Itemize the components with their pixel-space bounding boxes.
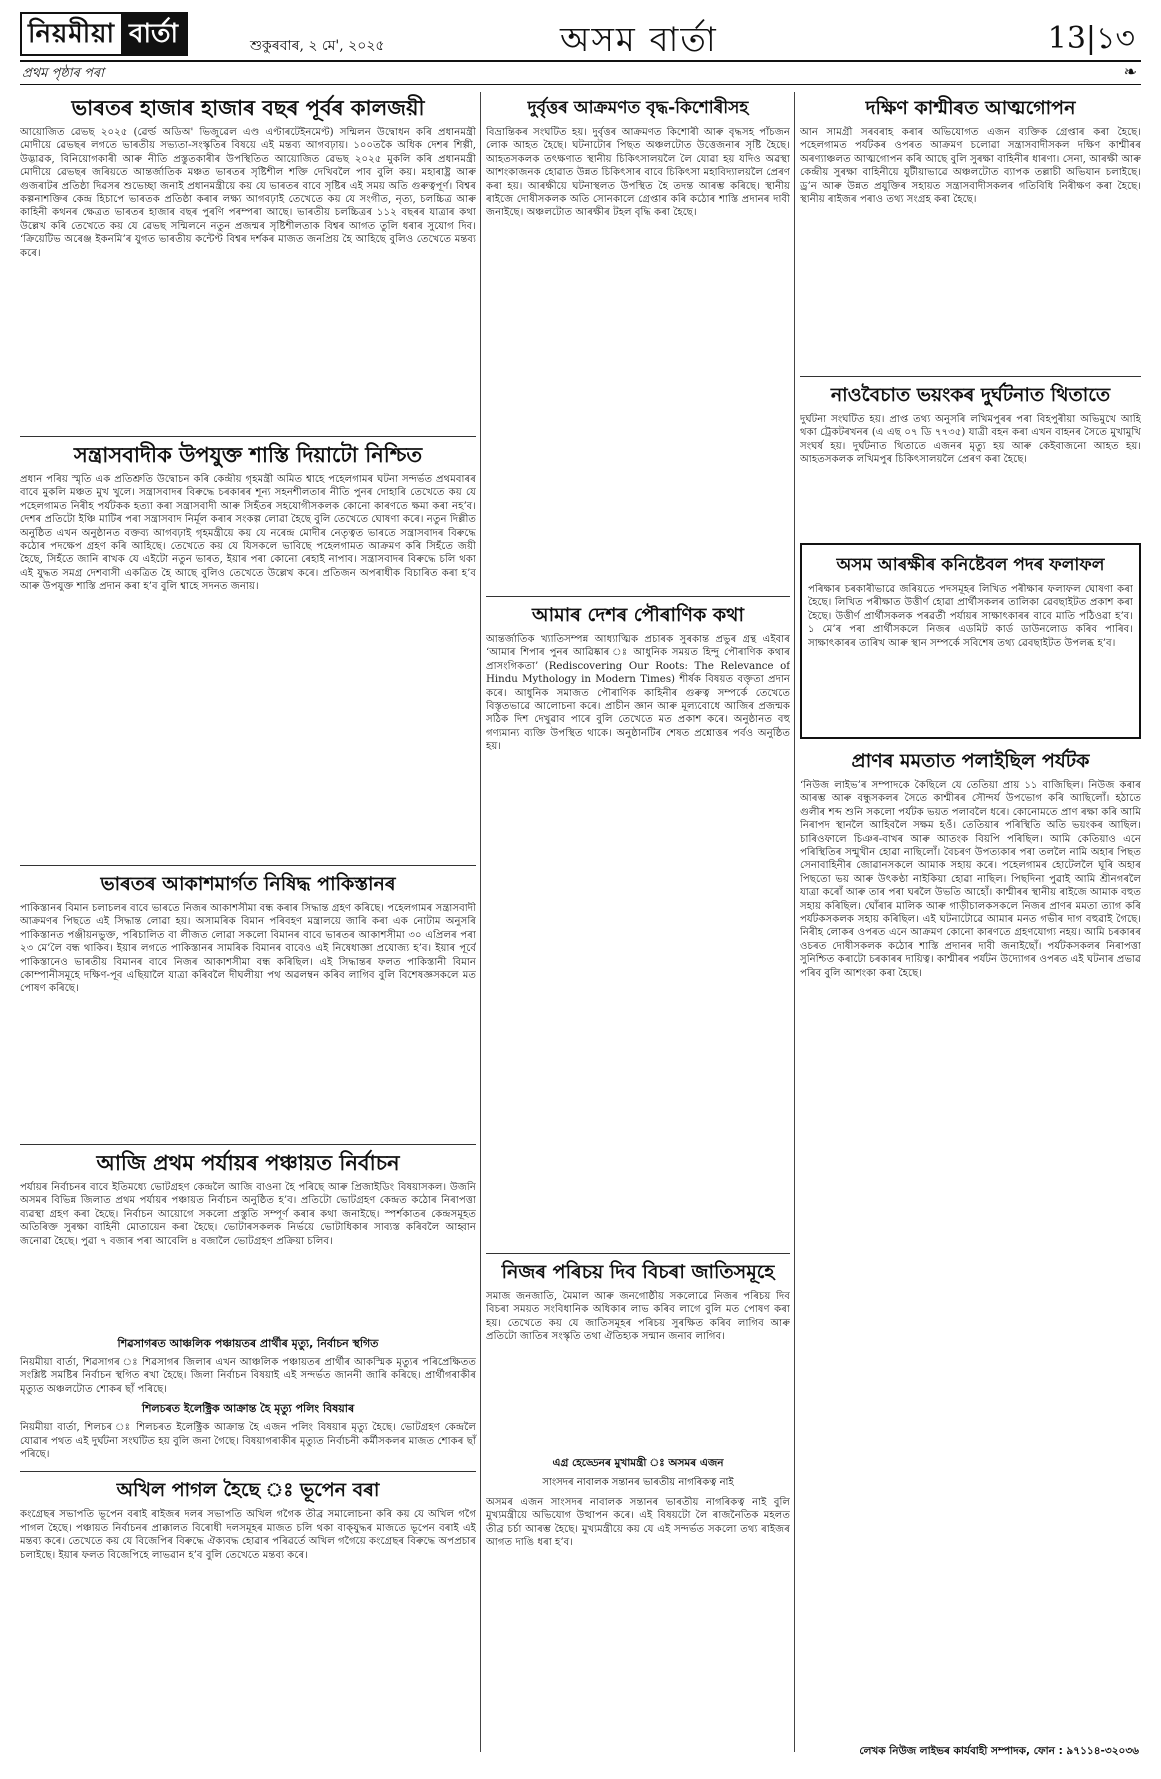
page-number: 13|১৩ — [1047, 21, 1135, 56]
article-headline: আজি প্ৰথম পৰ্যায়ৰ পঞ্চায়ত নিৰ্বাচন — [96, 1151, 400, 1175]
article-headline: প্ৰাণৰ মমতাত পলাইছিল পৰ্যটক — [851, 750, 1090, 772]
article-body: আন্তৰ্জাতিক খ্যাতিসম্পন্ন আধ্যাত্মিক প্ৰচাৰক সুৰকান্ত প্ৰভুৰ গ্ৰন্থ এইবাৰ ‘আমাৰ শিপাৰ পুনৰ আৱিষ্কাৰ ঃ আধুনিক সময়ত হিন্দু পৌৰাণিক কথাৰ প্ৰাসংগিকতা’ (Rediscovering Our Roots: The Relevance of Hindu Mythology in Modern Times) শীৰ্ষক বিষয়ত বক্তৃতা প্ৰদান কৰে। আধুনিক সমাজত পৌৰাণিক কাহিনীৰ গুৰুত্ব সম্পৰ্কে তেখেতে বিস্তৃতভাৱে আলোচনা কৰে। প্ৰাচীন জ্ঞান আৰু মূল্যবোধে আজিৰ প্ৰজন্মক সঠিক দিশ দেখুৱাব পাৰে বুলি তেখেতে মত প্ৰকাশ কৰে। অনুষ্ঠানত বহু গণ্যমান্য ব্যক্তি উপস্থিত থাকে। অনুষ্ঠানটিৰ শেষত প্ৰশ্নোত্তৰ পৰ্বও অনুষ্ঠিত হয়। — [486, 634, 790, 753]
sub-article-body: নিয়মীয়া বাৰ্তা, শিলচৰ ঃ শিলচৰত ইলেক্ট্ৰিক আক্ৰান্ত হৈ এজন পলিং বিষয়াৰ মৃত্যু হৈছে। ভোটগ্ৰহণ কেন্দ্ৰলৈ যোৱাৰ পথত এই দুৰ্ঘটনা সংঘটিত হয় বুলি জনা গৈছে। বিষয়াগৰাকীৰ মৃত্যুত নিৰ্বাচনী কৰ্মীসকলৰ মাজত শোকৰ ছাঁ পৰিছে। — [20, 1422, 476, 1461]
column-left — [20, 92, 476, 1638]
article-headline: দক্ষিণ কাশ্মীৰত আত্মগোপন — [865, 97, 1076, 119]
article-body: অসমৰ এজন সাংসদৰ নাবালক সন্তানৰ ভাৰতীয় নাগৰিকত্ব নাই বুলি মুখ্যমন্ত্ৰীয়ে অভিযোগ উত্থাপন কৰে। এই বিষয়টো লৈ ৰাজনৈতিক মহলত তীব্ৰ চৰ্চা আৰম্ভ হৈছে। মুখ্যমন্ত্ৰীয়ে কয় যে এই সন্দৰ্ভত সকলো তথ্য ৰাইজৰ আগত দাঙি ধৰা হ’ব। — [486, 1497, 790, 1549]
header-rule — [20, 60, 1141, 62]
divider — [20, 436, 476, 437]
article-body: আয়োজিত ৱেভছ ২০২৫ (ৱেৰ্ল্ড অডিঅ' ভিজুৱেল এণ্ড এণ্টাৰটেইনমেণ্ট) সন্মিলন উদ্বোধন কৰি প্ৰধানমন্ত্ৰী মোদীয়ে ৱেভছৰ লগতে ভাৰতীয় সভ্যতা-সংস্কৃতিৰ বিষয়ে এই মন্তব্য আগবঢ়ায়। ১০০তকৈ অধিক দেশৰ শিল্পী, উদ্ভাৱক, বিনিয়োগকাৰী আৰু নীতি প্ৰস্তুতকাৰীৰ উপস্থিতিত আয়োজিত ৱেভছ ২০২৫ মুকলি কৰি প্ৰধানমন্ত্ৰী মোদীয়ে ৱেভছৰ জৰিয়তে আন্তৰ্জাতিক মঞ্চত ভাৰতৰ সৃষ্টিশীল শক্তি দেখিবলৈ পাব বুলি কয়। মহাৰাষ্ট্ৰ আৰু গুজৰাটৰ প্ৰতিষ্ঠা দিৱসৰ শুভেচ্ছা জনাই প্ৰধানমন্ত্ৰীয়ে কয় যে ভাৰতৰ বাবে সৃষ্টিৰ এই সময় অতি গুৰুত্বপূৰ্ণ। বিশ্বৰ কল্পনাশক্তিৰ কেন্দ্ৰ হিচাপে ভাৰতক প্ৰতিষ্ঠা কৰাৰ লক্ষ্য আগবঢ়াই তেখেতে কয় যে সংগীত, নৃত্য, চলচ্চিত্ৰ আৰু কাহিনী কথনৰ ক্ষেত্ৰত ভাৰতৰ হাজাৰ বছৰ পুৰণি পৰম্পৰা আছে। ভাৰতীয় চলচ্চিত্ৰৰ ১১২ বছৰৰ যাত্ৰাৰ কথা উল্লেখ কৰি তেখেতে কয় যে ৱেভছ সন্মিলনে নতুন প্ৰজন্মৰ সৃষ্টিশীলতাক বিশ্বৰ আগত তুলি ধৰাৰ সুযোগ দিব। ‘ক্ৰিয়েটিভ অৰেঞ্জ ইকনমি’ৰ যুগত ভাৰতীয় কন্টেণ্ট বিশ্বৰ দৰ্শকৰ মাজত জনপ্ৰিয় হৈ আহিছে বুলিও তেখেতে মন্তব্য কৰে। — [20, 127, 476, 259]
sub-headline: শিৱসাগৰত আঞ্চলিক পঞ্চায়তৰ প্ৰাৰ্থীৰ মৃত্যু, নিৰ্বাচন স্থগিত — [117, 1337, 379, 1350]
divider — [800, 376, 1141, 377]
byline-sub: সাংসদৰ নাবালক সন্তানৰ ভাৰতীয় নাগৰিকত্ব নাই — [542, 1477, 734, 1488]
article — [20, 872, 476, 1134]
column-right — [800, 92, 1141, 1669]
divider — [20, 1471, 476, 1472]
byline: এগ্ৰ হেড্ডেনৰ মুখামন্ত্ৰী ঃ অসমৰ এজন — [552, 1457, 724, 1469]
issue-date: শুকুৰবাৰ, ২ মে', ২০২৫ — [250, 38, 385, 54]
logo-part2: বাৰ্তা — [121, 14, 186, 54]
article-body: সমাজ জনজাতি, মৈমাল আৰু জনগোষ্ঠীয় সকলোৱে নিজৰ পৰিচয় দিব বিচৰা সময়ত সংবিধানিক অধিকাৰ লাভ কৰিব লাগে বুলি মত পোষণ কৰা হয়। তেখেতে কয় যে জাতিসমূহৰ পৰিচয় সুৰক্ষিত কৰিব লাগিব আৰু প্ৰতিটো জাতিৰ সংস্কৃতি তথা ঐতিহ্যক সন্মান জনাব লাগিব। — [486, 1291, 790, 1343]
article — [800, 383, 1141, 533]
article-body: পাকিস্তানৰ বিমান চলাচলৰ বাবে ভাৰতে নিজৰ আকাশসীমা বন্ধ কৰাৰ সিদ্ধান্ত গ্ৰহণ কৰিছে। পহেলগামৰ সন্ত্ৰাসবাদী আক্ৰমণৰ পিছতে এই সিদ্ধান্ত লোৱা হয়। অসামৰিক বিমান পৰিবহণ মন্ত্ৰালয়ে জাৰি কৰা এক নোটাম অনুসৰি পাকিস্তানত পঞ্জীয়নভুক্ত, পৰিচালিত বা লীজত লোৱা সকলো বিমানৰ বাবে ভাৰতৰ আকাশসীমা ৩০ এপ্ৰিলৰ পৰা ২৩ মে’লৈ বন্ধ থাকিব। ইয়াৰ লগতে পাকিস্তানৰ সামৰিক বিমানৰ বাবেও এই নিষেধাজ্ঞা প্ৰযোজ্য হ’ব। ইয়াৰ পূৰ্বে পাকিস্তানেও ভাৰতীয় বিমানৰ বাবে নিজৰ আকাশসীমা বন্ধ কৰিছিল। এই সিদ্ধান্তৰ ফলত পাকিস্তানী বিমান কোম্পানীসমূহে দক্ষিণ-পূব এছিয়ালৈ যাত্ৰা কৰিবলৈ দীঘলীয়া পথ অৱলম্বন কৰিব লাগিব বুলি বিশেষজ্ঞসকলে মত পোষণ কৰিছে। — [20, 903, 476, 995]
article — [20, 1478, 476, 1628]
article-headline: অখিল পাগল হৈছে ঃ ভূপেন বৰা — [116, 1479, 380, 1502]
article-headline: অসম আৰক্ষীৰ কনিষ্টেবল পদৰ ফলাফল — [836, 555, 1105, 575]
divider — [486, 1253, 790, 1254]
article-headline: নাওবৈচাত ভয়ংকৰ দুৰ্ঘটনাত থিতাতে — [830, 384, 1111, 406]
article — [20, 96, 476, 426]
article-body: প্ৰধান পৰিয় স্মৃতি এক প্ৰতিশ্ৰুতি উদ্বোচন কৰি কেন্দ্ৰীয় গৃহমন্ত্ৰী অমিত শ্বাহে পহেলগামৰ ঘটনা সন্দৰ্ভত প্ৰথমবাৰৰ বাবে মুকলি মঞ্চত মুখ খুলে। সন্ত্ৰাসবাদৰ বিৰুদ্ধে চৰকাৰৰ শূন্য সহনশীলতাৰ নীতি পুনৰ দোহাৰি তেখেতে কয় যে পহেলগামত নিৰীহ পৰ্যটকক হত্যা কৰা সন্ত্ৰাসবাদী আৰু সিহঁতৰ সহযোগীসকলক কোনো কাৰণতে ক্ষমা কৰা নহ’ব। দেশৰ প্ৰতিটো ইঞ্চি মাটিৰ পৰা সন্ত্ৰাসবাদ নিৰ্মূল কৰাৰ সংকল্প লোৱা হৈছে বুলি তেখেতে ঘোষণা কৰে। নতুন দিল্লীত অনুষ্ঠিত এখন অনুষ্ঠানত বক্তব্য আগবঢ়াই গৃহমন্ত্ৰীয়ে কয় যে নৰেন্দ্ৰ মোদীৰ নেতৃত্বত ভাৰতে সন্ত্ৰাসবাদৰ বিৰুদ্ধে কঠোৰ পদক্ষেপ গ্ৰহণ কৰি আহিছে। তেখেতে কয় যে যিসকলে ভাবিছে পহেলগামত আক্ৰমণ কৰি সিহঁতে জয়ী হৈছে, সিহঁতে জানি ৰাখক যে এইটো নতুন ভাৰত, ইয়াৰ পৰা কোনো ৰেহাই নাপাব। সন্ত্ৰাসবাদৰ বিৰুদ্ধে চলি থকা এই যুদ্ধত সমগ্ৰ দেশবাসী একত্ৰিত হৈ আছে বুলিও তেখেতে উল্লেখ কৰে। প্ৰতিজন অপৰাধীক বিচাৰিত কৰা হ’ব আৰু উপযুক্ত শাস্তি প্ৰদান কৰা হ’ব বুলি শ্বাহে সদনত জনায়। — [20, 474, 476, 593]
article — [800, 96, 1141, 366]
author-credit: লেখক নিউজ লাইভৰ কাৰ্যবাহী সম্পাদক, ফোন : ৯৭১১৪-৩২০৩৬ — [859, 1745, 1139, 1757]
article — [800, 749, 1141, 1659]
masthead — [20, 8, 1141, 68]
column-middle — [486, 92, 790, 1596]
article-body: পৰিক্ষাৰ চৰকাৰীভাৱে জৰিয়তে পদসমূহৰ লিখিত পৰীক্ষাৰ ফলাফল ঘোষণা কৰা হৈছে। লিখিত পৰীক্ষাত উত্তীৰ্ণ হোৱা প্ৰাৰ্থীসকলৰ তালিকা ৱেবছাইটত প্ৰকাশ কৰা হৈছে। উত্তীৰ্ণ প্ৰাৰ্থীসকলক পৰৱৰ্তী পৰ্যায়ৰ সাক্ষাৎকাৰৰ বাবে মাতি পঠিওৱা হ’ব। ১ মে’ৰ পৰা প্ৰাৰ্থীসকলে নিজৰ এডমিট কাৰ্ড ডাউনলোড কৰিব পাৰিব। সাক্ষাৎকাৰৰ তাৰিখ আৰু স্থান সম্পৰ্কে সবিশেষ তথ্য ৱেবছাইটত উপলব্ধ হ’ব। — [808, 584, 1133, 649]
article-body: পৰ্যায়ৰ নিৰ্বাচনৰ বাবে ইতিমধ্যে ভোটগ্ৰহণ কেন্দ্ৰলৈ আজি বাওনা হৈ পৰিছে আৰু প্ৰিজাইডিং বিষয়াসকল। উজনি অসমৰ বিভিন্ন জিলাত প্ৰথম পৰ্যায়ৰ পঞ্চায়ত নিৰ্বাচন অনুষ্ঠিত হ’ব। প্ৰতিটো ভোটগ্ৰহণ কেন্দ্ৰত কঠোৰ নিৰাপত্তা ব্যৱস্থা গ্ৰহণ কৰা হৈছে। নিৰ্বাচন আয়োগে সকলো প্ৰস্তুতি সম্পূৰ্ণ কৰাৰ কথা জনাইছে। স্পৰ্শকাতৰ কেন্দ্ৰসমূহত অতিৰিক্ত সুৰক্ষা বাহিনী মোতায়েন কৰা হৈছে। ভোটাৰসকলক নিৰ্ভয়ে ভোটাধিকাৰ সাব্যস্ত কৰিবলৈ আহ্বান জনোৱা হৈছে। পুৱা ৭ বজাৰ পৰা আবেলি ৪ বজালৈ ভোটগ্ৰহণ প্ৰক্ৰিয়া চলিব। — [20, 1182, 476, 1247]
continuation-label: প্ৰথম পৃষ্ঠাৰ পৰা — [22, 66, 104, 81]
article-headline: আমাৰ দেশৰ পৌৰাণিক কথা — [532, 604, 744, 626]
divider — [20, 1144, 476, 1145]
article — [486, 603, 790, 1243]
header-rule-2 — [20, 84, 1141, 85]
newspaper-logo — [20, 12, 188, 56]
column-divider — [794, 92, 795, 1752]
article-body: কংগ্ৰেছৰ সভাপতি ভূপেন বৰাই ৰাইজৰ দলৰ সভাপতি অখিল গগৈক তীব্ৰ সমালোচনা কৰি কয় যে অখিল গগৈ পাগল হৈছে। পঞ্চায়ত নিৰ্বাচনৰ প্ৰাক্কালত বিৰোধী দলসমূহৰ মাজত চলি থকা বাক্‌যুদ্ধৰ মাজতে ভূপেন বৰাই এই মন্তব্য কৰে। তেখেতে কয় যে বিজেপিৰ বিৰুদ্ধে ঐক্যবদ্ধ হোৱাৰ পৰিৱৰ্তে অখিল গগৈয়ে কংগ্ৰেছৰ বিৰুদ্ধে অপপ্ৰচাৰ চলাইছে। ইয়াৰ ফলত বিজেপিহে লাভৱান হ’ব বুলি তেখেতে মন্তব্য কৰে। — [20, 1509, 476, 1561]
article — [486, 1260, 790, 1586]
article-headline: ভাৰতৰ হাজাৰ হাজাৰ বছৰ পূৰ্বৰ কালজয়ী — [71, 96, 425, 120]
flourish-icon: ❧ — [1123, 62, 1137, 81]
logo-part1: নিয়মীয়া — [22, 14, 121, 54]
article-headline: নিজৰ পৰিচয় দিব বিচৰা জাতিসমূহে — [501, 1261, 775, 1283]
article-headline: দুৰ্বৃত্তৰ আক্ৰমণত বৃদ্ধ-কিশোৰীসহ — [527, 98, 749, 118]
sub-headline: শিলচৰত ইলেক্ট্ৰিক আক্ৰান্ত হৈ মৃত্যু পলিং বিষয়াৰ — [141, 1402, 355, 1416]
article — [20, 443, 476, 855]
column-divider — [480, 92, 481, 1752]
divider — [486, 596, 790, 597]
sub-article-body: নিয়মীয়া বাৰ্তা, শিৱসাগৰ ঃ শিৱসাগৰ জিলাৰ এখন আঞ্চলিক পঞ্চায়তৰ প্ৰাৰ্থীৰ আকস্মিক মৃত্যুৰ পৰিপ্ৰেক্ষিতত সংশ্লিষ্ট সমষ্টিৰ নিৰ্বাচন স্থগিত ৰখা হৈছে। জিলা নিৰ্বাচন বিষয়াই এই সন্দৰ্ভত জাননী জাৰি কৰিছে। প্ৰাৰ্থীগৰাকীৰ মৃত্যুত অঞ্চলটোত শোকৰ ছাঁ পৰিছে। — [20, 1357, 476, 1395]
article — [486, 96, 790, 586]
article-body: দুৰ্ঘটনা সংঘটিত হয়। প্ৰাপ্ত তথ্য অনুসৰি লখিমপুৰৰ পৰা বিহপুৰীয়া অভিমুখে আহি থকা ট্ৰেকটৰখনৰ (এ এছ ০৭ ডি ৭৭৩৫) যাত্ৰী বহন কৰা এখন বাহনৰ সৈতে মুখামুখি সংঘৰ্ষ হয়। দুৰ্ঘটনাত থিতাতে এজনৰ মৃত্যু হয় আৰু কেইবাজনো আহত হয়। আহতসকলক লখিমপুৰ চিকিৎসালয়লৈ প্ৰেৰণ কৰা হৈছে। — [800, 414, 1141, 466]
article-body: ‘নিউজ লাইভ’ৰ সম্পাদকে কৈছিলে যে তেতিয়া প্ৰায় ১১ বাজিছিল। নিউজ কৰাৰ আৰম্ভ আৰু বন্ধুসকলৰ সৈতে কাশ্মীৰৰ সৌন্দৰ্য উপভোগ কৰি আছিলোঁ। হঠাতে গুলীৰ শব্দ শুনি সকলো পৰ্যটক ভয়ত পলাবলৈ ধৰে। কোনোমতে প্ৰাণ ৰক্ষা কৰি আমি নিৰাপদ স্থানলৈ আহিবলৈ সক্ষম হওঁ। তেতিয়াৰ পৰিস্থিতি অতি ভয়ংকৰ আছিল। চাৰিওফালে চিঞৰ-বাখৰ আৰু আতংক বিয়পি পৰিছিল। আমি কেতিয়াও এনে পৰিস্থিতিৰ সন্মুখীন হোৱা নাছিলোঁ। বৈচৰণ উপত্যকাৰ পৰা তললৈ নামি অহাৰ পিছত সেনাবাহিনীৰ জোৱানসকলে আমাক সহায় কৰে। পহেলগামৰ হোটেললৈ ঘূৰি অহাৰ পিছতো ভয় আৰু উৎকণ্ঠা নাইকিয়া হোৱা নাছিল। পিছদিনা পুৱাই আমি শ্ৰীনগৰলৈ যাত্ৰা কৰোঁ আৰু তাৰ পৰা ঘৰলৈ উভতি আহোঁ। কাশ্মীৰৰ স্থানীয় ৰাইজে আমাক বহুত সহায় কৰিছিল। ঘোঁৰাৰ মালিক আৰু গাড়ীচালকসকলে নিজৰ প্ৰাণৰ মমতা ত্যাগ কৰি পৰ্যটকসকলক সহায় কৰিছিল। এই ঘটনাটোৱে আমাৰ মনত গভীৰ দাগ বহুৱাই গৈছে। নিৰীহ লোকৰ ওপৰত এনে আক্ৰমণ কোনো কাৰণতে গ্ৰহণযোগ্য নহয়। আমি চৰকাৰৰ ওচৰত দোষীসকলক কঠোৰ শাস্তি প্ৰদানৰ দাবী জনাইছোঁ। পৰ্যটকসকলৰ নিৰাপত্তা সুনিশ্চিত কৰাটো চৰকাৰৰ দায়িত্ব। কাশ্মীৰৰ পৰ্যটন উদ্যোগৰ ওপৰত এই ঘটনাৰ প্ৰভাৱ পৰিব বুলি আশংকা কৰা হৈছে। — [800, 780, 1141, 979]
article-headline: সন্ত্ৰাসবাদীক উপযুক্ত শাস্তি দিয়াটো নিশ্চিত — [73, 443, 423, 467]
article — [20, 1151, 476, 1461]
article-boxed — [800, 543, 1141, 739]
article-body: আন সামগ্ৰী সৰবৰাহ কৰাৰ অভিযোগত এজন ব্যক্তিক গ্ৰেপ্তাৰ কৰা হৈছে। পহেলগামত পৰ্যটকৰ ওপৰত আক্ৰমণ চলোৱা সন্ত্ৰাসবাদীসকল দক্ষিণ কাশ্মীৰৰ অৰণ্যাঞ্চলত আত্মগোপন কৰি আছে বুলি সুৰক্ষা বাহিনীৰ ধাৰণা। সেনা, আৰক্ষী আৰু কেন্দ্ৰীয় সুৰক্ষা বাহিনীয়ে যুটীয়াভাৱে অঞ্চলটোত ব্যাপক তল্লাচী অভিযান চলাইছে। ড্ৰ’ন আৰু উন্নত প্ৰযুক্তিৰ সহায়ত সন্ত্ৰাসবাদীসকলৰ গতিবিধি নিৰীক্ষণ কৰা হৈছে। স্থানীয় ৰাইজৰ পৰাও তথ্য সংগ্ৰহ কৰা হৈছে। — [800, 127, 1141, 206]
section-title: অসম বাৰ্তা — [560, 20, 718, 60]
article-headline: ভাৰতৰ আকাশমাৰ্গত নিষিদ্ধ পাকিস্তানৰ — [100, 873, 396, 895]
divider — [20, 865, 476, 866]
article-body: বিভ্ৰান্তিকৰ সংঘটিত হয়। দুৰ্বৃত্তৰ আক্ৰমণত কিশোৰী আৰু বৃদ্ধসহ পাঁচজন লোক আহত হৈছে। ঘটনাটোৰ পিছত অঞ্চলটোত উত্তেজনাৰ সৃষ্টি হৈছে। আহতসকলক তৎক্ষণাত স্থানীয় চিকিৎসালয়লৈ লৈ যোৱা হয় যদিও অৱস্থা আশংকাজনক হোৱাত উন্নত চিকিৎসাৰ বাবে চিকিৎসা মহাবিদ্যালয়লৈ প্ৰেৰণ কৰা হয়। আৰক্ষীয়ে ঘটনাস্থলত উপস্থিত হৈ তদন্ত আৰম্ভ কৰিছে। স্থানীয় ৰাইজে দোষীসকলক অতি সোনকালে গ্ৰেপ্তাৰ কৰি কঠোৰ শাস্তি প্ৰদানৰ দাবী জনাইছে। অঞ্চলটোত আৰক্ষীৰ টহল বৃদ্ধি কৰা হৈছে। — [486, 127, 790, 219]
